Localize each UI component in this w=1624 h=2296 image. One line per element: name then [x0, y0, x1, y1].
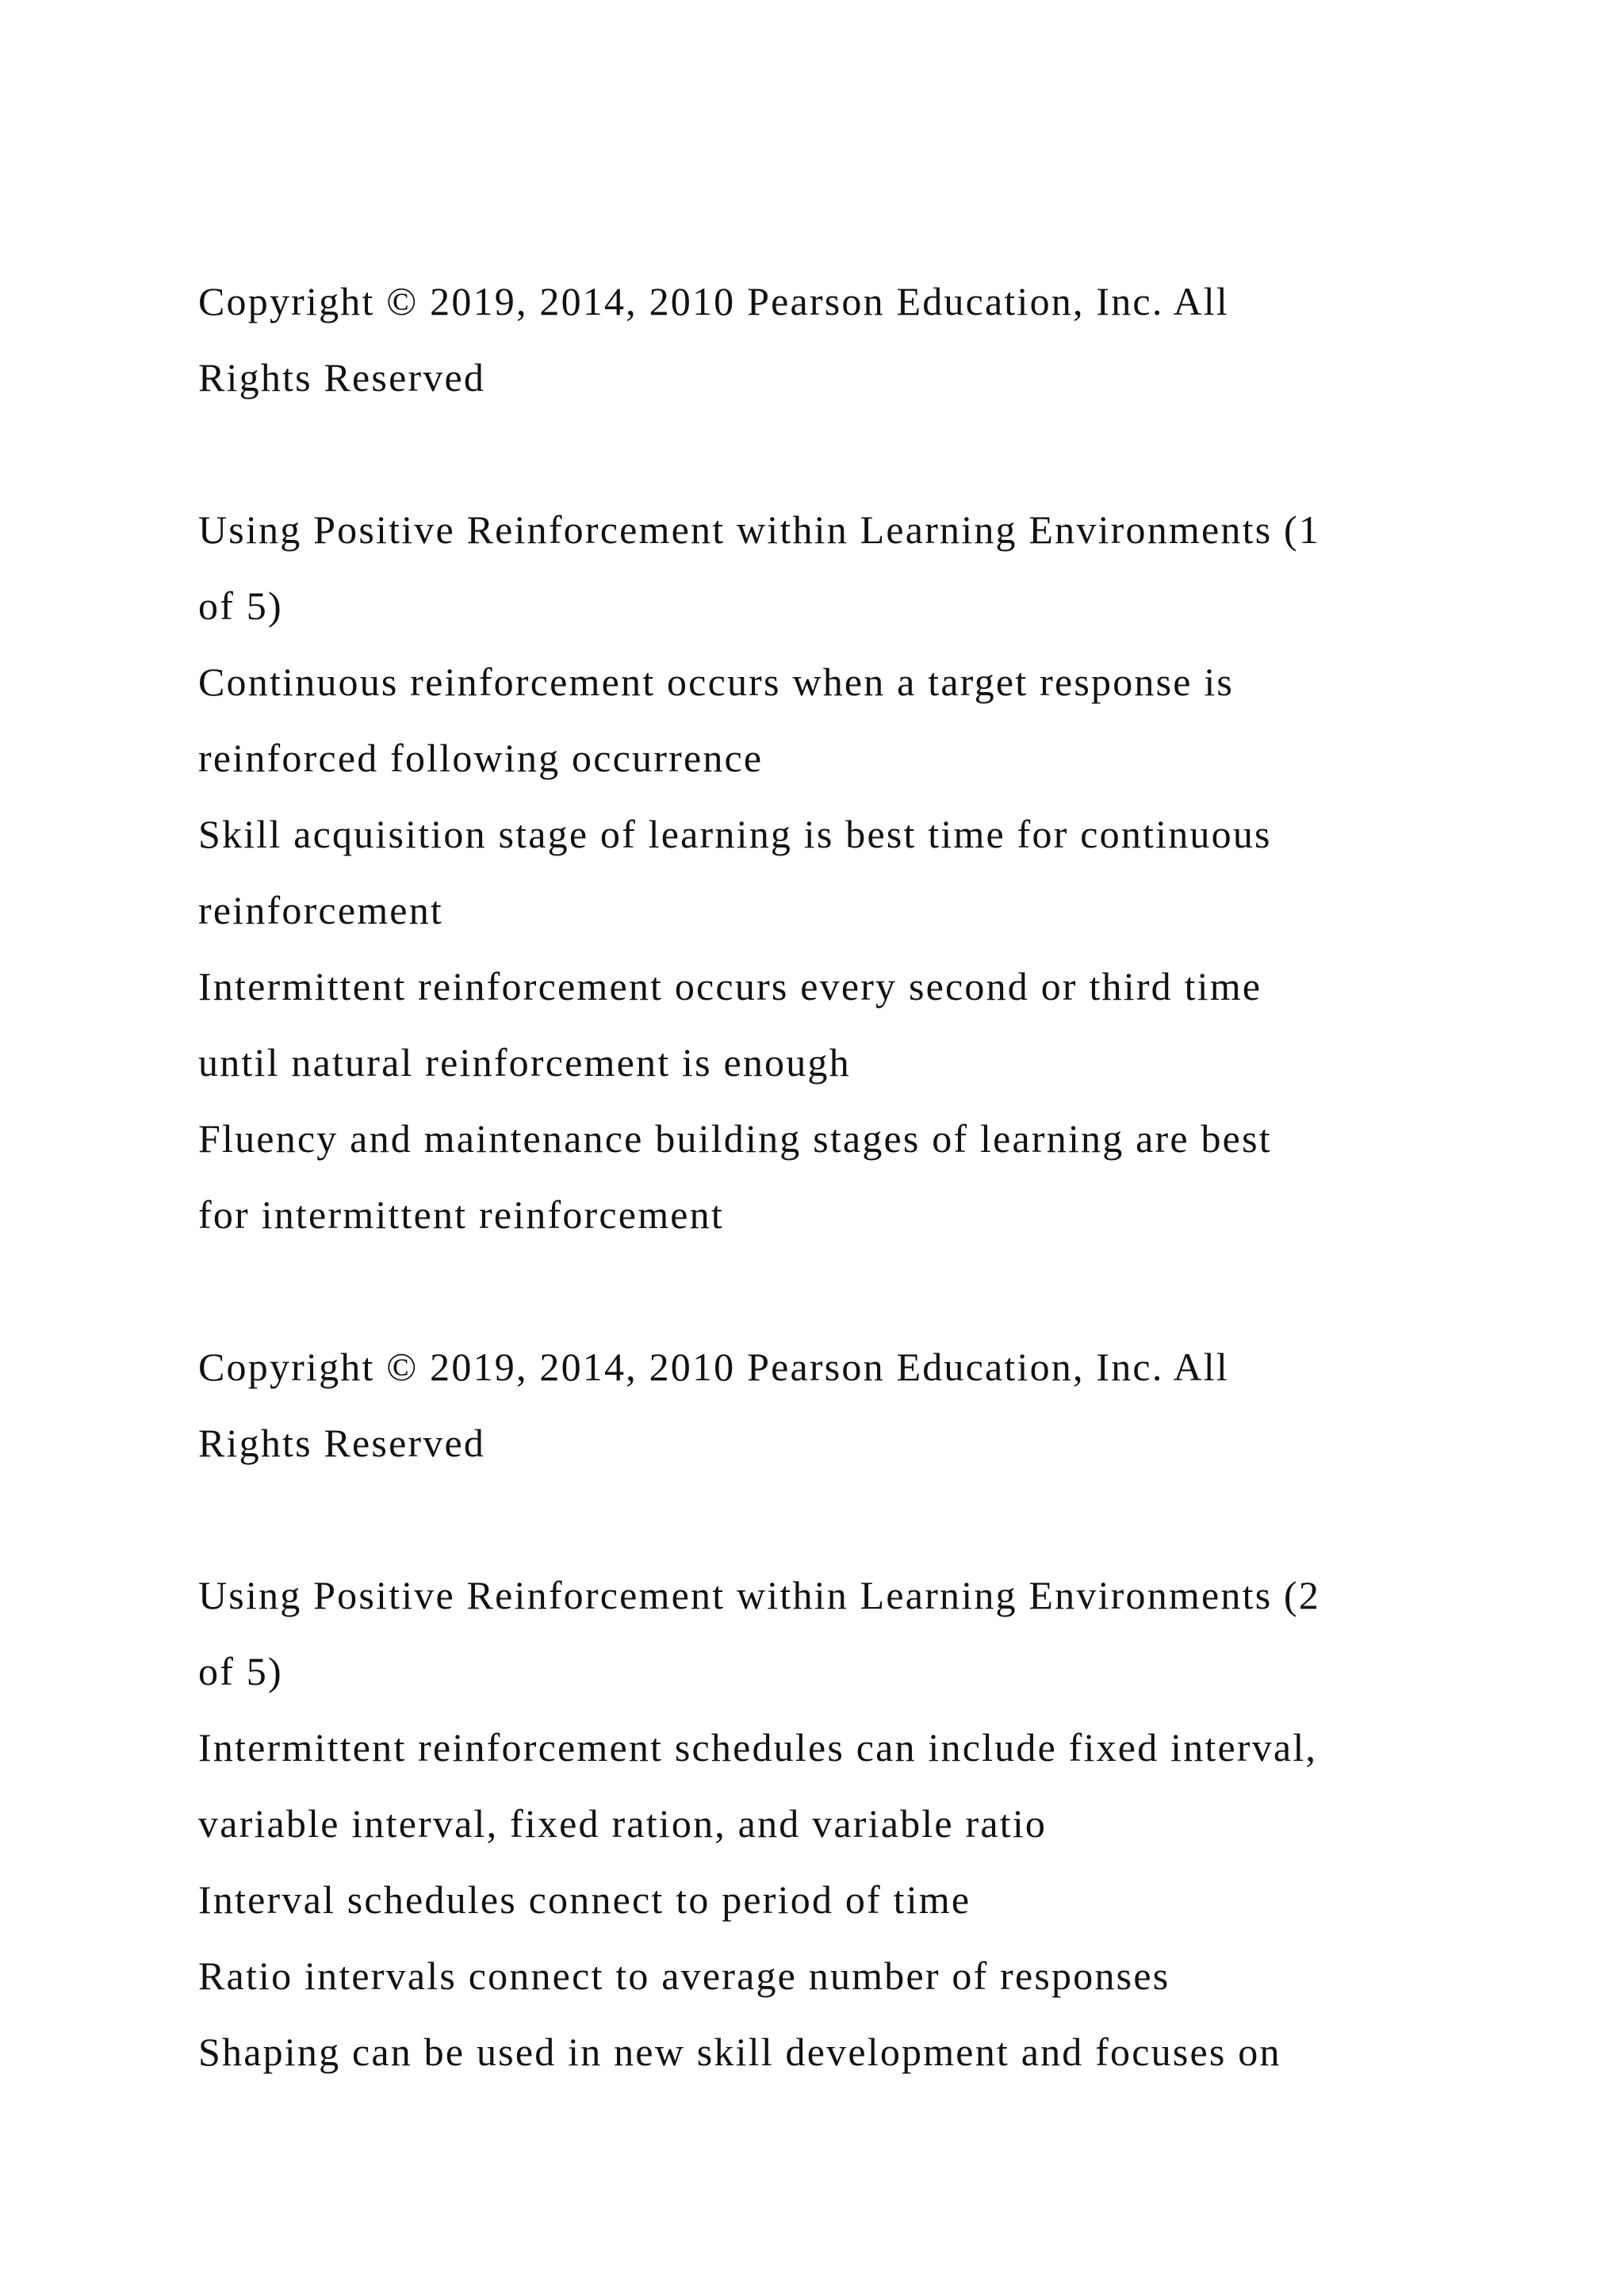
body-line: Skill acquisition stage of learning is best time for continuous [198, 812, 1272, 856]
slide-title: Using Positive Reinforcement within Learning Environments (1 [198, 507, 1321, 552]
body-line: Fluency and maintenance building stages of learning are best [198, 1116, 1272, 1161]
body-line: Continuous reinforcement occurs when a target response is [198, 660, 1235, 704]
body-line: reinforced following occurrence [198, 736, 764, 780]
copyright-line: Rights Reserved [198, 1421, 486, 1465]
body-line: Ratio intervals connect to average number of responses [198, 1954, 1170, 1998]
blank-line [198, 415, 1435, 492]
blank-line [198, 1481, 1435, 1557]
copyright-line: Rights Reserved [198, 355, 486, 400]
slide-title: of 5) [198, 584, 283, 628]
body-line: Shaping can be used in new skill development and focuses on [198, 2030, 1281, 2074]
copyright-line: Copyright © 2019, 2014, 2010 Pearson Education, Inc. All [198, 1345, 1229, 1389]
document-text [198, 263, 1435, 2090]
slide-title: Using Positive Reinforcement within Learning Environments (2 [198, 1573, 1321, 1617]
blank-line [198, 1253, 1435, 1329]
body-line: until natural reinforcement is enough [198, 1040, 851, 1085]
body-line: for intermittent reinforcement [198, 1192, 724, 1237]
slide-title: of 5) [198, 1649, 283, 1693]
body-line: reinforcement [198, 888, 443, 932]
copyright-line: Copyright © 2019, 2014, 2010 Pearson Education, Inc. All [198, 279, 1229, 323]
body-line: Intermittent reinforcement schedules can include fixed interval, [198, 1725, 1318, 1770]
body-line: Intermittent reinforcement occurs every second or third time [198, 964, 1262, 1008]
body-line: Interval schedules connect to period of time [198, 1877, 971, 1922]
body-line: variable interval, fixed ration, and variable ratio [198, 1801, 1048, 1846]
